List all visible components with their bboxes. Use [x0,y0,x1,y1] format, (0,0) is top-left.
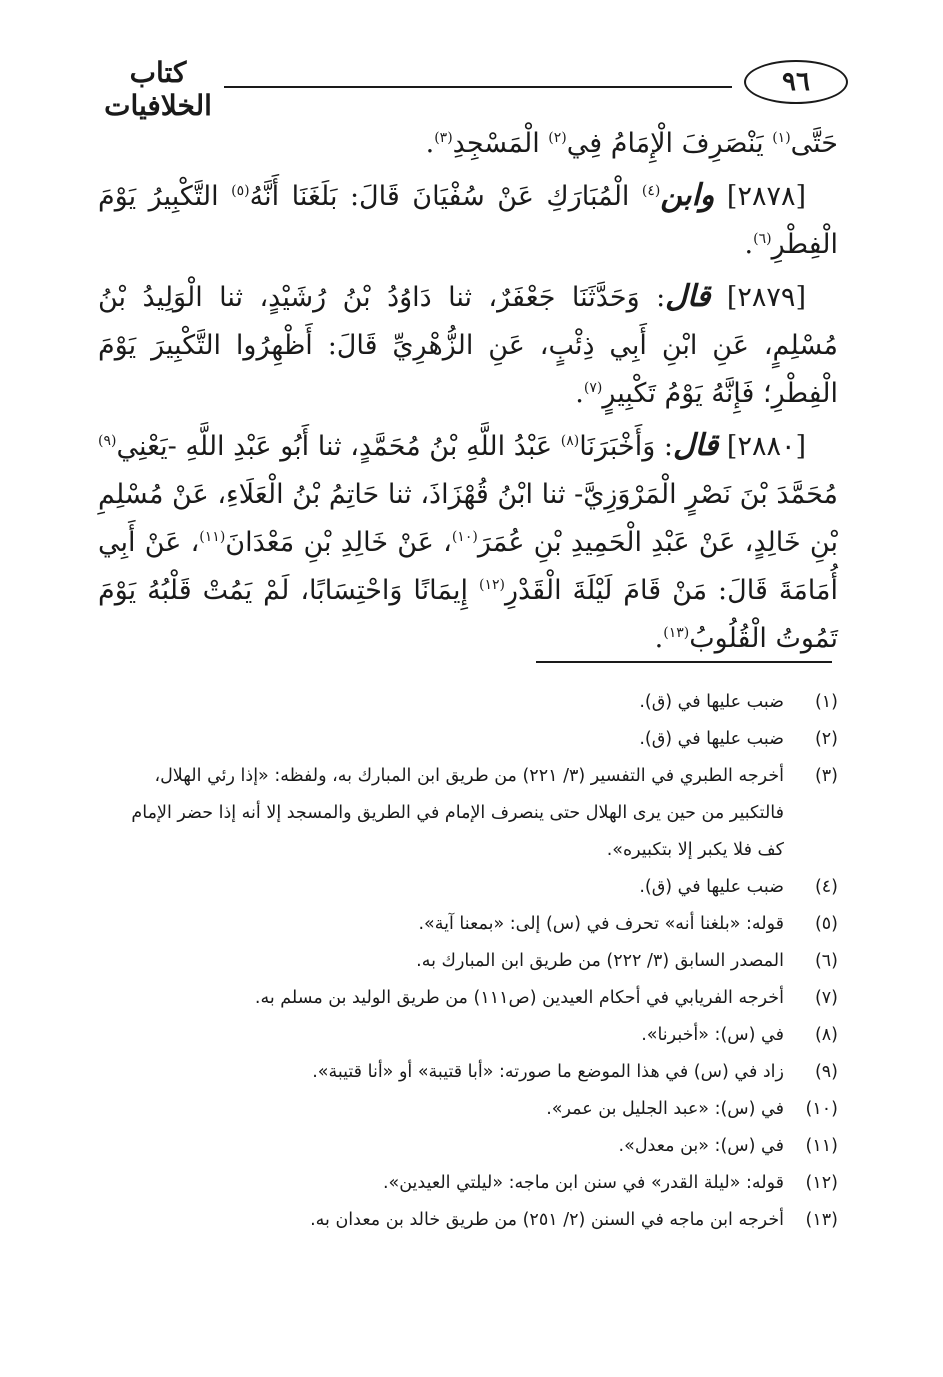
footnote-ref: (٤) [641,183,661,199]
footnote-ref: (١) [772,130,791,146]
footnote-text: المصدر السابق (٣/ ٢٢٢) من طريق ابن المبارك به. [416,951,784,971]
footnote-number: (٣) [814,766,838,786]
text-segment: : وَحَدَّثَنَا جَعْفَرٌ، ثنا دَاوُدُ بْنُ رُشَيْدٍ، ثنا الْوَلِيدُ بْنُ مُسْلِمٍ، عَنِ ابْنِ أَبِي ذِئْبٍ، عَنِ الزُّهْرِيِّ قَالَ: أَظْهِرُوا التَّكْبِيرَ يَوْمَ الْفِطْرِ؛ فَإِنَّهُ يَوْمُ تَكْبِيرٍ [98,282,838,409]
footnote-text: في (س): «أخبرنا». [641,1025,784,1045]
footnote-text: زاد في (س) في هذا الموضع ما صورته: «أبا قتيبة» أو «أنا قتيبة». [312,1062,784,1082]
keyword: قال [673,428,719,463]
hadith-number: [٢٨٧٨] [714,181,806,212]
footnote [180,1017,838,1054]
page-header [96,52,848,122]
footnote-ref: (٦) [753,231,772,247]
hadith-number: [٢٨٧٩] [710,282,806,313]
hadith-number: [٢٨٨٠] [718,431,806,462]
footnote-number: (٤) [814,877,838,897]
footnote [180,1054,838,1091]
text-segment: عَبْدُ اللَّهِ بْنُ مُحَمَّدٍ، ثنا أَبُو عَبْدِ اللَّهِ -يَعْنِي [116,431,561,462]
text-segment: . [575,378,584,409]
text-segment: حَتَّى [790,128,838,159]
footnote-number: (٢) [814,729,838,749]
footnote [180,1165,838,1202]
footnote-ref: (٢) [548,130,567,146]
footnote-ref: (١٢) [478,577,505,593]
footnote [180,980,838,1017]
footnote-ref: (١١) [199,529,226,545]
footnote-text: قوله: «بلغنا أنه» تحرف في (س) إلى: «بمعنا آية». [418,914,784,934]
footnote-ref: (٩) [98,433,117,449]
footnote-number: (١٣) [805,1210,838,1230]
footnote-ref: (٨) [560,433,580,449]
text-segment: التَّكْبِيرُ يَوْمَ الْفِطْرِ [98,181,838,260]
footnote-text: قوله: «ليلة القدر» في سنن ابن ماجه: «ليلتي العيدين». [382,1173,784,1193]
footnote-text: ضبب عليها في (ق). [639,692,784,712]
footnote [120,758,838,869]
text-segment: الْمَسْجِدِ [452,128,549,159]
keyword: وابن [660,178,715,213]
text-segment: إِيمَانًا وَاحْتِسَابًا، لَمْ يَمُتْ قَلْبُهُ يَوْمَ تَمُوتُ الْقُلُوبُ [98,575,838,654]
footnote-text: ضبب عليها في (ق). [639,729,784,749]
text-segment: الْمُبَارَكِ عَنْ سُفْيَانَ قَالَ: بَلَغَنَا أَنَّهُ [249,181,642,212]
footnote-ref: (٥) [231,183,250,199]
text-segment: مُحَمَّدَ بْنَ نَصْرٍ الْمَرْوَزِيَّ- ثنا ابْنُ قُهْزَاذَ، ثنا حَاتِمُ بْنُ الْعَلَاءِ، عَنْ مُسْلِمِ بْنِ خَالِدٍ، عَنْ عَبْدِ الْحَمِيدِ بْنِ عُمَرَ [98,479,838,558]
text-segment: يَنْصَرِفَ الْإِمَامُ فِي [566,128,773,159]
hadith-2878 [98,172,838,269]
text-segment: . [425,128,435,159]
footnote-ref: (٣) [434,130,453,146]
keyword: قال [665,279,711,314]
footnote-number: (١٠) [805,1099,838,1119]
header-rule [224,86,732,88]
footnote-text: أخرجه الطبري في التفسير (٣/ ٢٢١) من طريق ابن المبارك به، ولفظه: «إذا رئي الهلال، فالتكبير من حين يرى الهلال حتى ينصرف الإمام في الطريق والمسجد إلا أنه إذا حضر الإمام كف فلا يكبر إلا بتكبيره». [131,766,784,860]
footnote-separator [536,661,832,663]
footnote-number: (٧) [814,988,838,1008]
hadith-2879 [98,273,838,418]
footnote-number: (١١) [805,1136,838,1156]
footnote-text: في (س): «بن معدل». [618,1136,784,1156]
footnote-text: في (س): «عبد الجليل بن عمر». [546,1099,784,1119]
footnote-number: (١٢) [805,1173,838,1193]
book-title: كتاب الخلافيات [104,56,212,122]
continuation-line [98,120,838,168]
text-segment: . [654,623,664,654]
footnote-text: أخرجه الفريابي في أحكام العيدين (ص١١١) من طريق الوليد بن مسلم به. [254,988,784,1008]
footnote-number: (١) [814,692,838,712]
text-segment: : وَأَخْبَرَنَا [579,431,673,462]
footnote-number: (٦) [814,951,838,971]
text-segment: ، عَنْ خَالِدِ بْنِ مَعْدَانَ [225,527,452,558]
footnote-ref: (١٣) [663,625,690,641]
footnote-ref: (٧) [583,380,603,396]
footnote [180,1091,838,1128]
footnote-number: (٥) [814,914,838,934]
footnote [180,943,838,980]
hadith-2880 [98,422,838,663]
text-segment: . [744,229,754,260]
footnote-text: أخرجه ابن ماجه في السنن (٢/ ٢٥١) من طريق خالد بن معدان به. [310,1210,784,1230]
footnote-ref: (١٠) [451,529,478,545]
footnote [180,721,838,758]
footnote-number: (٨) [814,1025,838,1045]
footnote [180,684,838,721]
main-text [98,120,838,663]
footnote [180,906,838,943]
page-number: ٩٦ [744,60,848,104]
footnote [180,869,838,906]
footnote [180,1128,838,1165]
footnote-text: ضبب عليها في (ق). [639,877,784,897]
footnotes [131,684,838,1239]
text-segment: ، عَنْ أَبِي أُمَامَةَ قَالَ: مَنْ قَامَ لَيْلَةَ الْقَدْرِ [98,527,838,606]
footnote-number: (٩) [814,1062,838,1082]
footnote [180,1202,838,1239]
